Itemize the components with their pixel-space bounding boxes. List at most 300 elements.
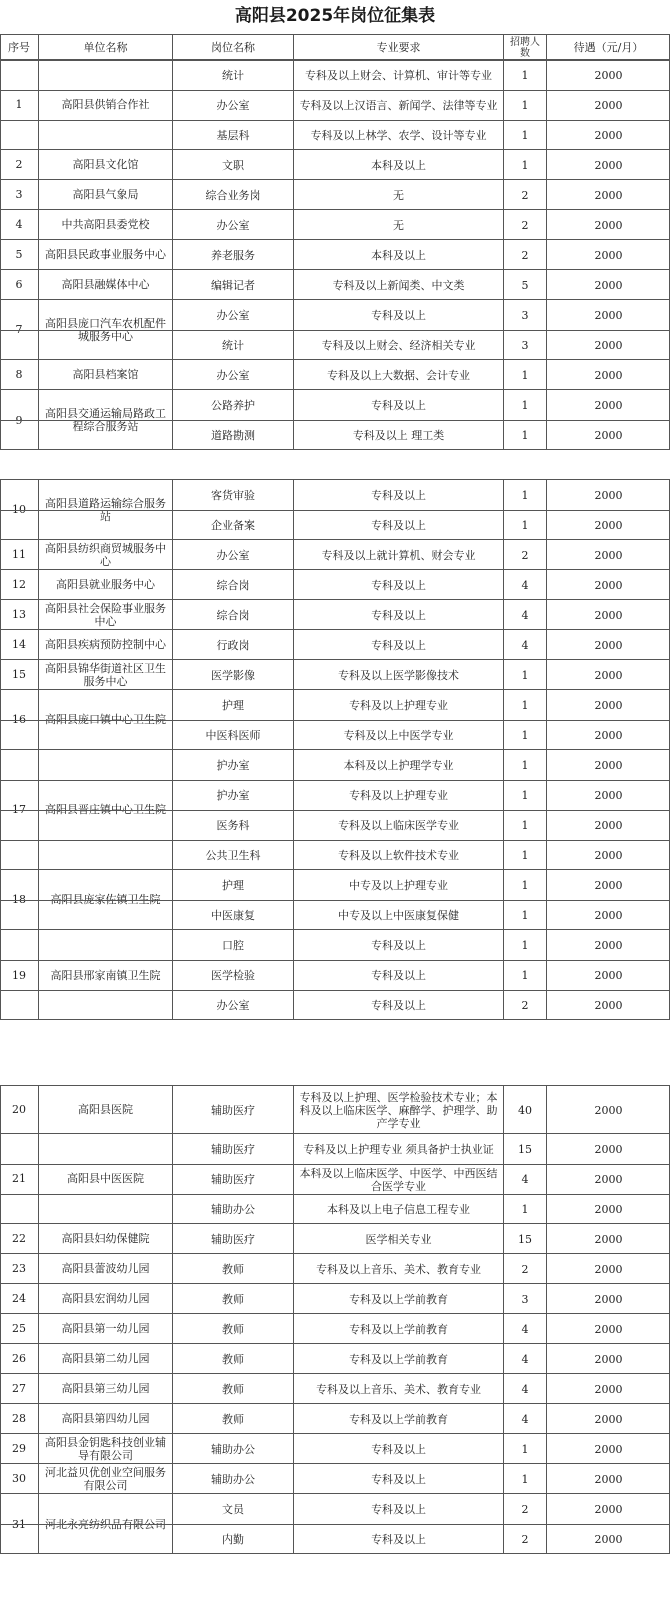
hire-count: 1 [503, 721, 546, 750]
table-row [0, 750, 670, 780]
hire-count: 2 [503, 1254, 546, 1284]
requirement: 专科及以上 [293, 480, 503, 510]
table-section [0, 59, 670, 450]
hire-count: 4 [503, 1314, 546, 1344]
unit-name: 高阳县气象局 [38, 180, 172, 209]
unit-group [0, 240, 670, 270]
hire-count: 1 [503, 901, 546, 930]
table-row [0, 1284, 670, 1314]
unit-group [0, 1404, 670, 1434]
unit-group [0, 210, 670, 240]
position-name: 综合业务岗 [172, 180, 293, 210]
hire-count: 1 [503, 961, 546, 990]
hire-count: 4 [503, 1165, 546, 1194]
pay-amount: 2000 [546, 870, 670, 900]
requirement: 专科及以上护理专业 [293, 690, 503, 720]
hire-count: 1 [503, 690, 546, 720]
requirement: 专科及以上临床医学专业 [293, 811, 503, 840]
position-name: 辅助医疗 [172, 1224, 293, 1254]
row-index: 27 [12, 1382, 26, 1395]
row-index: 23 [12, 1262, 26, 1275]
row-index: 8 [15, 368, 23, 381]
position-name: 辅助医疗 [172, 1165, 293, 1194]
hire-count: 4 [503, 630, 546, 660]
table-row [0, 960, 670, 990]
position-name: 护理 [172, 690, 293, 720]
pay-amount: 2000 [546, 121, 670, 150]
requirement: 专科及以上 [293, 1434, 503, 1464]
requirement: 专科及以上中医学专业 [293, 721, 503, 750]
pay-amount: 2000 [546, 901, 670, 930]
unit-group [0, 570, 670, 600]
hire-count: 3 [503, 1284, 546, 1314]
row-index: 24 [12, 1292, 26, 1305]
pay-amount: 2000 [546, 421, 670, 450]
row-index: 3 [15, 188, 23, 201]
table-row [0, 600, 670, 630]
position-name: 基层科 [172, 121, 293, 150]
table-row [0, 720, 670, 750]
hire-count: 1 [503, 60, 546, 90]
requirement: 专科及以上学前教育 [293, 1404, 503, 1434]
table-row [0, 900, 670, 930]
pay-amount: 2000 [546, 1404, 670, 1434]
table-row [0, 210, 670, 240]
table-row [0, 840, 670, 870]
requirement: 专科及以上护理专业 须具备护士执业证 [293, 1134, 503, 1164]
table-row [0, 1524, 670, 1554]
requirement: 本科及以上电子信息工程专业 [293, 1195, 503, 1224]
requirement: 专科及以上 [293, 961, 503, 990]
position-name: 辅助医疗 [172, 1086, 293, 1134]
position-name: 护办室 [172, 750, 293, 780]
position-name: 辅助医疗 [172, 1134, 293, 1164]
requirement: 专科及以上财会、经济相关专业 [293, 331, 503, 360]
requirement: 专科及以上汉语言、新闻学、法律等专业 [293, 91, 503, 120]
pay-amount: 2000 [546, 1494, 670, 1524]
table-row [0, 1254, 670, 1284]
unit-group [0, 750, 670, 870]
requirement: 专科及以上医学影像技术 [293, 660, 503, 690]
requirement: 专科及以上 [293, 511, 503, 540]
pay-amount: 2000 [546, 1254, 670, 1284]
table-row [0, 660, 670, 690]
table-row [0, 990, 670, 1020]
hire-count: 1 [503, 781, 546, 810]
requirement: 专科及以上 [293, 390, 503, 420]
requirement: 专科及以上学前教育 [293, 1284, 503, 1314]
row-index: 29 [12, 1442, 26, 1455]
table-row [0, 480, 670, 510]
unit-group [0, 60, 670, 150]
hire-count: 1 [503, 121, 546, 150]
pay-amount: 2000 [546, 811, 670, 840]
pay-amount: 2000 [546, 1086, 670, 1134]
table-row [0, 570, 670, 600]
unit-group [0, 540, 670, 570]
requirement: 专科及以上 [293, 630, 503, 660]
unit-name: 高阳县疾病预防控制中心 [38, 630, 172, 659]
row-index: 10 [12, 503, 26, 516]
unit-name: 高阳县文化馆 [38, 150, 172, 179]
requirement: 专科及以上林学、农学、设计等专业 [293, 121, 503, 150]
unit-name: 高阳县纺织商贸城服务中心 [38, 540, 172, 569]
pay-amount: 2000 [546, 270, 670, 300]
position-name: 办公室 [172, 991, 293, 1020]
pay-amount: 2000 [546, 180, 670, 210]
unit-group [0, 870, 670, 930]
hire-count: 2 [503, 540, 546, 570]
hire-count: 1 [503, 1464, 546, 1494]
requirement: 专科及以上大数据、会计专业 [293, 360, 503, 390]
row-index: 30 [12, 1472, 26, 1485]
pay-amount: 2000 [546, 1464, 670, 1494]
position-name: 办公室 [172, 540, 293, 570]
requirement: 医学相关专业 [293, 1224, 503, 1254]
unit-name: 高阳县社会保险事业服务中心 [38, 600, 172, 629]
table-row [0, 120, 670, 150]
unit-group [0, 1494, 670, 1554]
hire-count: 15 [503, 1134, 546, 1164]
hire-count: 4 [503, 1404, 546, 1434]
table-row [0, 90, 670, 120]
position-name: 养老服务 [172, 240, 293, 270]
requirement: 专科及以上 理工类 [293, 421, 503, 450]
table-row [0, 420, 670, 450]
row-index: 25 [12, 1322, 26, 1335]
hire-count: 2 [503, 180, 546, 210]
unit-group [0, 1314, 670, 1344]
unit-name: 高阳县第四幼儿园 [38, 1404, 172, 1433]
unit-name: 中共高阳县委党校 [38, 210, 172, 239]
header-count: 招聘人数 [503, 35, 546, 60]
unit-group [0, 1374, 670, 1404]
pay-amount: 2000 [546, 1195, 670, 1224]
hire-count: 1 [503, 930, 546, 960]
unit-name: 高阳县就业服务中心 [38, 570, 172, 599]
pay-amount: 2000 [546, 930, 670, 960]
hire-count: 2 [503, 240, 546, 270]
hire-count: 1 [503, 660, 546, 690]
requirement: 专科及以上 [293, 1525, 503, 1554]
hire-count: 1 [503, 480, 546, 510]
header-requirement: 专业要求 [293, 35, 503, 60]
row-index: 5 [15, 248, 23, 261]
requirement: 专科及以上 [293, 570, 503, 600]
position-name: 教师 [172, 1374, 293, 1404]
position-name: 医学检验 [172, 961, 293, 990]
pay-amount: 2000 [546, 360, 670, 390]
pay-amount: 2000 [546, 841, 670, 870]
pay-amount: 2000 [546, 60, 670, 90]
requirement: 专科及以上学前教育 [293, 1344, 503, 1374]
table-row [0, 1464, 670, 1494]
pay-amount: 2000 [546, 1284, 670, 1314]
requirement: 本科及以上护理学专业 [293, 750, 503, 780]
position-name: 统计 [172, 60, 293, 90]
table-row [0, 930, 670, 960]
unit-name: 高阳县庞口汽车农机配件城服务中心 [38, 300, 172, 359]
table-row [0, 300, 670, 330]
position-name: 辅助办公 [172, 1195, 293, 1224]
unit-name: 河北永亮纺织品有限公司 [38, 1494, 172, 1554]
header-pay: 待遇（元/月） [546, 35, 670, 60]
position-name: 医务科 [172, 811, 293, 840]
unit-group [0, 150, 670, 180]
unit-group [0, 1224, 670, 1254]
table-row [0, 1344, 670, 1374]
position-name: 道路勘测 [172, 421, 293, 450]
hire-count: 1 [503, 360, 546, 390]
requirement: 无 [293, 210, 503, 240]
table-section [0, 1085, 670, 1554]
requirement: 中专及以上护理专业 [293, 870, 503, 900]
hire-count: 1 [503, 750, 546, 780]
table-row [0, 690, 670, 720]
unit-name: 高阳县档案馆 [38, 360, 172, 389]
pay-amount: 2000 [546, 331, 670, 360]
pay-amount: 2000 [546, 91, 670, 120]
row-index: 20 [12, 1103, 26, 1116]
position-name: 内勤 [172, 1525, 293, 1554]
hire-count: 1 [503, 421, 546, 450]
pay-amount: 2000 [546, 300, 670, 330]
table-row [0, 1164, 670, 1194]
unit-name: 高阳县宏润幼儿园 [38, 1284, 172, 1313]
requirement: 专科及以上学前教育 [293, 1314, 503, 1344]
position-name: 统计 [172, 331, 293, 360]
unit-name: 高阳县庞口镇中心卫生院 [38, 690, 172, 749]
row-index: 31 [12, 1517, 26, 1531]
unit-name: 高阳县第一幼儿园 [38, 1314, 172, 1343]
table-row [0, 540, 670, 570]
unit-name: 高阳县锦华街道社区卫生服务中心 [38, 660, 172, 689]
hire-count: 15 [503, 1224, 546, 1254]
table-row [0, 1434, 670, 1464]
table-row [0, 390, 670, 420]
row-index: 11 [12, 548, 26, 561]
requirement: 专科及以上 [293, 600, 503, 630]
pay-amount: 2000 [546, 600, 670, 630]
unit-group [0, 1434, 670, 1464]
pay-amount: 2000 [546, 1374, 670, 1404]
row-index: 17 [12, 803, 26, 816]
pay-amount: 2000 [546, 480, 670, 510]
hire-count: 4 [503, 1344, 546, 1374]
position-name: 企业备案 [172, 511, 293, 540]
row-index: 18 [12, 893, 26, 906]
position-name: 文职 [172, 150, 293, 180]
requirement: 专科及以上 [293, 930, 503, 960]
pay-amount: 2000 [546, 150, 670, 180]
unit-name: 高阳县中医医院 [38, 1134, 172, 1223]
requirement: 专科及以上 [293, 991, 503, 1020]
table-row [0, 1404, 670, 1434]
table-row [0, 780, 670, 810]
table-row [0, 1134, 670, 1164]
row-index: 2 [15, 158, 23, 171]
table-row [0, 1086, 670, 1134]
requirement: 专科及以上 [293, 300, 503, 330]
row-index: 6 [15, 278, 23, 291]
table-header [0, 34, 670, 61]
unit-name: 高阳县第三幼儿园 [38, 1374, 172, 1403]
table-row [0, 1194, 670, 1224]
position-name: 文员 [172, 1494, 293, 1524]
hire-count: 1 [503, 870, 546, 900]
table-row [0, 1224, 670, 1254]
row-index: 19 [12, 968, 26, 982]
unit-group [0, 360, 670, 390]
row-index: 7 [15, 323, 23, 336]
row-index: 1 [15, 98, 23, 111]
pay-amount: 2000 [546, 210, 670, 240]
pay-amount: 2000 [546, 781, 670, 810]
table-row [0, 150, 670, 180]
table-row [0, 240, 670, 270]
page-title: 高阳县2025年岗位征集表 [234, 6, 436, 26]
pay-amount: 2000 [546, 660, 670, 690]
pay-amount: 2000 [546, 390, 670, 420]
table-row [0, 510, 670, 540]
requirement: 专科及以上 [293, 1494, 503, 1524]
unit-name: 高阳县蕾波幼儿园 [38, 1254, 172, 1283]
position-name: 护办室 [172, 781, 293, 810]
unit-name: 高阳县医院 [38, 1086, 172, 1133]
unit-group [0, 270, 670, 300]
requirement: 专科及以上就计算机、财会专业 [293, 540, 503, 570]
unit-name: 高阳县交通运输局路政工程综合服务站 [38, 390, 172, 450]
requirement: 本科及以上 [293, 150, 503, 180]
requirement: 中专及以上中医康复保健 [293, 901, 503, 930]
pay-amount: 2000 [546, 570, 670, 600]
row-index: 15 [12, 668, 26, 681]
unit-group [0, 390, 670, 450]
unit-name: 高阳县供销合作社 [38, 60, 172, 149]
unit-name: 高阳县金钥匙科技创业辅导有限公司 [38, 1434, 172, 1463]
row-index: 13 [12, 608, 26, 621]
unit-group [0, 600, 670, 630]
hire-count: 1 [503, 91, 546, 120]
unit-name: 高阳县妇幼保健院 [38, 1224, 172, 1253]
hire-count: 4 [503, 600, 546, 630]
unit-name: 高阳县第二幼儿园 [38, 1344, 172, 1373]
hire-count: 4 [503, 1374, 546, 1404]
unit-group [0, 1344, 670, 1374]
pay-amount: 2000 [546, 1165, 670, 1194]
unit-group [0, 1284, 670, 1314]
position-name: 办公室 [172, 91, 293, 120]
unit-group [0, 690, 670, 750]
row-index: 21 [12, 1172, 26, 1185]
hire-count: 2 [503, 1494, 546, 1524]
position-name: 编辑记者 [172, 270, 293, 300]
position-name: 综合岗 [172, 600, 293, 630]
pay-amount: 2000 [546, 1134, 670, 1164]
hire-count: 1 [503, 811, 546, 840]
hire-count: 3 [503, 331, 546, 360]
table-row [0, 360, 670, 390]
unit-name: 高阳县融媒体中心 [38, 270, 172, 299]
requirement: 专科及以上新闻类、中文类 [293, 270, 503, 300]
position-name: 护理 [172, 870, 293, 900]
requirement: 无 [293, 180, 503, 210]
unit-name: 高阳县民政事业服务中心 [38, 240, 172, 269]
unit-group [0, 930, 670, 1020]
table-row [0, 270, 670, 300]
pay-amount: 2000 [546, 750, 670, 780]
hire-count: 1 [503, 841, 546, 870]
hire-count: 1 [503, 150, 546, 180]
position-name: 客货审验 [172, 480, 293, 510]
header-position: 岗位名称 [172, 35, 293, 60]
position-name: 教师 [172, 1284, 293, 1314]
requirement: 专科及以上护理专业 [293, 781, 503, 810]
position-name: 辅助办公 [172, 1434, 293, 1464]
position-name: 公共卫生科 [172, 841, 293, 870]
table-row [0, 810, 670, 840]
unit-group [0, 180, 670, 210]
unit-group [0, 480, 670, 540]
row-index: 28 [12, 1412, 26, 1425]
hire-count: 2 [503, 1525, 546, 1554]
position-name: 辅助办公 [172, 1464, 293, 1494]
row-index: 4 [15, 218, 23, 231]
pay-amount: 2000 [546, 961, 670, 990]
row-index: 26 [12, 1352, 26, 1365]
hire-count: 5 [503, 270, 546, 300]
requirement: 专科及以上音乐、美术、教育专业 [293, 1374, 503, 1404]
hire-count: 4 [503, 570, 546, 600]
requirement: 专科及以上音乐、美术、教育专业 [293, 1254, 503, 1284]
position-name: 教师 [172, 1404, 293, 1434]
header-unit: 单位名称 [38, 35, 172, 60]
row-index: 22 [12, 1232, 26, 1245]
table-row [0, 1494, 670, 1524]
header-index: 序号 [8, 41, 30, 54]
unit-group [0, 1254, 670, 1284]
table-row [0, 870, 670, 900]
hire-count: 1 [503, 1195, 546, 1224]
row-index: 9 [15, 413, 23, 427]
pay-amount: 2000 [546, 240, 670, 270]
pay-amount: 2000 [546, 1525, 670, 1554]
table-row [0, 1374, 670, 1404]
pay-amount: 2000 [546, 1344, 670, 1374]
requirement: 本科及以上 [293, 240, 503, 270]
requirement: 专科及以上软件技术专业 [293, 841, 503, 870]
hire-count: 3 [503, 300, 546, 330]
requirement: 专科及以上护理、医学检验技术专业；本科及以上临床医学、麻醉学、护理学、助产学专业 [293, 1086, 503, 1134]
position-name: 公路养护 [172, 390, 293, 420]
table-row [0, 60, 670, 90]
pay-amount: 2000 [546, 630, 670, 660]
unit-name: 高阳县庞家佐镇卫生院 [38, 870, 172, 929]
pay-amount: 2000 [546, 1314, 670, 1344]
table-row [0, 630, 670, 660]
position-name: 口腔 [172, 930, 293, 960]
pay-amount: 2000 [546, 690, 670, 720]
unit-group [0, 660, 670, 690]
table-row [0, 330, 670, 360]
row-index: 14 [12, 638, 26, 651]
pay-amount: 2000 [546, 540, 670, 570]
pay-amount: 2000 [546, 1434, 670, 1464]
row-index: 12 [12, 578, 26, 591]
position-name: 教师 [172, 1344, 293, 1374]
hire-count: 2 [503, 210, 546, 240]
unit-group [0, 630, 670, 660]
